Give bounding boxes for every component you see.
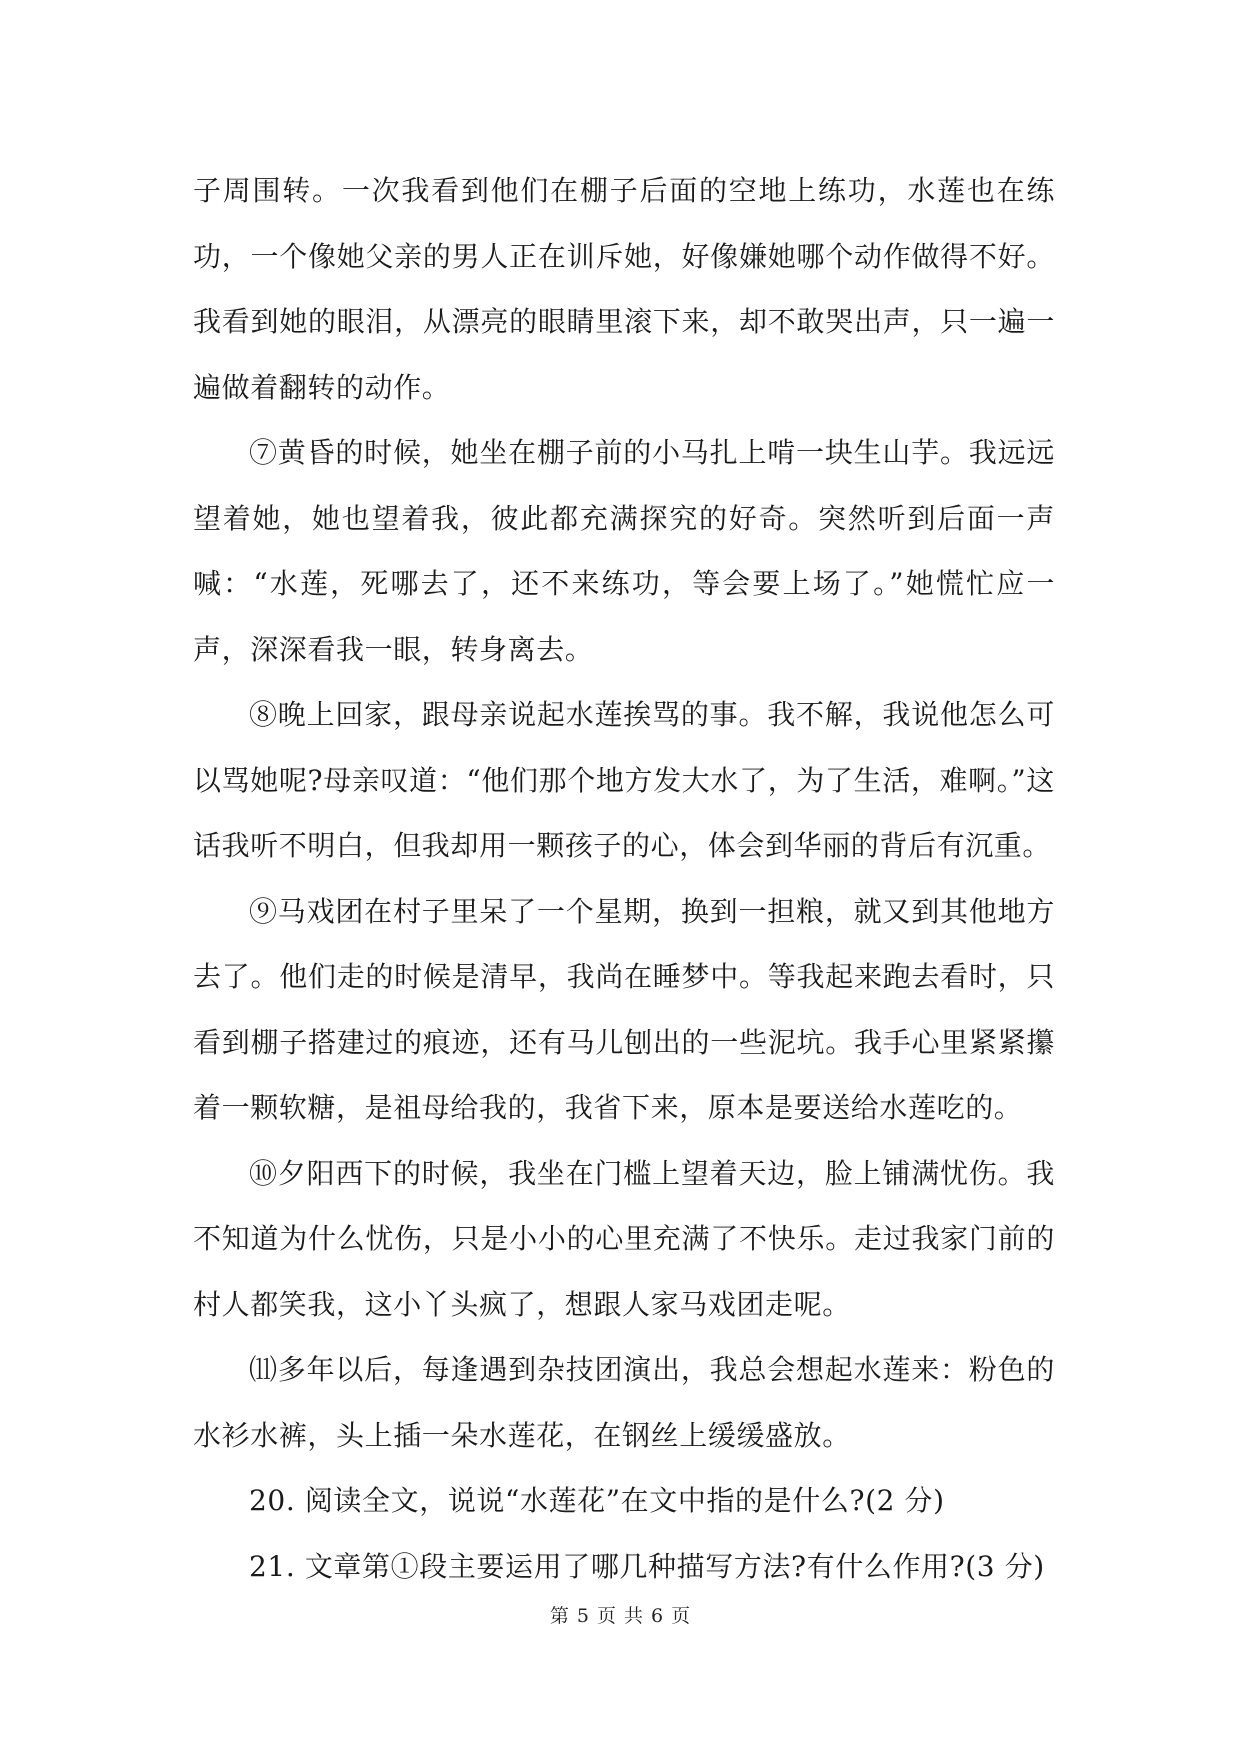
paragraph-11: ⑾多年以后，每逢遇到杂技团演出，我总会想起水莲来：粉色的水衫水裤，头上插一朵水莲花，在钢丝上缓缓盛放。 (193, 1353, 1055, 1452)
paragraph-10: ⑩夕阳西下的时候，我坐在门槛上望着天边，脸上铺满忧伤。我不知道为什么忧伤，只是小小的心里充满了不快乐。走过我家门前的村人都笑我，这小丫头疯了，想跟人家马戏团走呢。 (193, 1156, 1055, 1321)
question-21: 21. 文章第①段主要运用了哪几种描写方法?有什么作用?(3 分) (249, 1549, 1045, 1583)
page-number-footer: 第 5 页 共 6 页 (549, 1605, 692, 1627)
document-body (193, 158, 1055, 1599)
paragraph-continued: 子周围转。一次我看到他们在棚子后面的空地上练功，水莲也在练功，一个像她父亲的男人正在训斥她，好像嫌她哪个动作做得不好。我看到她的眼泪，从漂亮的眼睛里滚下来，却不敢哭出声，只一遍一遍做着翻转的动作。 (193, 174, 1055, 404)
paragraph-8: ⑧晚上回家，跟母亲说起水莲挨骂的事。我不解，我说他怎么可以骂她呢?母亲叹道：“他们那个地方发大水了，为了生活，难啊。”这话我听不明白，但我却用一颗孩子的心，体会到华丽的背后有沉重。 (193, 698, 1055, 862)
paragraph-9: ⑨马戏团在村子里呆了一个星期，换到一担粮，就又到其他地方去了。他们走的时候是清早，我尚在睡梦中。等我起来跑去看时，只看到棚子搭建过的痕迹，还有马儿刨出的一些泥坑。我手心里紧紧攥着一颗软糖，是祖母给我的，我省下来，原本是要送给水莲吃的。 (193, 894, 1055, 1124)
question-20: 20. 阅读全文，说说“水莲花”在文中指的是什么?(2 分) (249, 1484, 945, 1517)
paragraph-7: ⑦黄昏的时候，她坐在棚子前的小马扎上啃一块生山芋。我远远望着她，她也望着我，彼此都充满探究的好奇。突然听到后面一声喊：“水莲，死哪去了，还不来练功，等会要上场了。”她慌忙应一声，深深看我一眼，转身离去。 (193, 436, 1055, 666)
